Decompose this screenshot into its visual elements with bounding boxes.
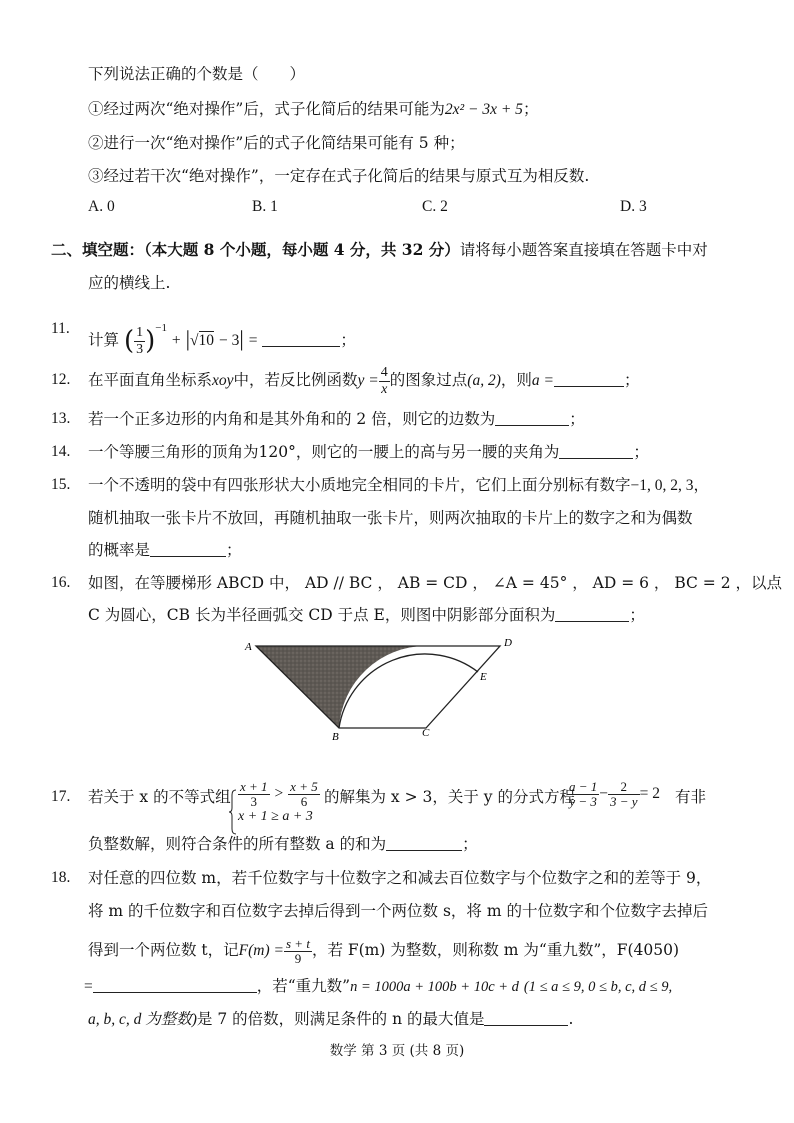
- q18-number: 18.: [51, 869, 71, 886]
- q12-body: 在平面直角坐标系xoy中，若反比例函数y = $\frac{4}{x}$ 的图象过点(a, 2)，则a = ；: [88, 364, 640, 397]
- system-brace: [229, 789, 237, 835]
- question-intro: 下列说法正确的个数是（ ）: [88, 65, 306, 83]
- q17-line-2: 负整数解，则符合条件的所有整数 a 的和为 ；: [88, 835, 478, 853]
- q18-line-3: 得到一个两位数 t，记F(m) = $\frac{s + t}{9}$ ，若 F(m) 为整数，则称数 m 为“重九数”，F(4050): [88, 935, 680, 966]
- q11-body: 计算 ( $\frac{1}{3}$ )$^{-1}$ + |√10 − 3| = ；: [88, 322, 356, 357]
- q15-line-2: 随机抽取一张卡片不放回，再随机抽取一张卡片，则两次抽取的卡片上的数字之和为偶数: [88, 509, 693, 527]
- q12-answer-blank[interactable]: [554, 370, 624, 387]
- q15-number: 15.: [51, 476, 71, 493]
- label-b: B: [332, 731, 339, 743]
- option-c: C. 2: [422, 198, 448, 215]
- q15-line-3: 的概率是 ；: [88, 541, 242, 559]
- q17-number: 17.: [51, 788, 71, 805]
- page-footer: 数学 第 3 页 (共 8 页): [329, 1043, 465, 1059]
- section-heading: 二、填空题：（本大题 8 个小题，每小题 4 分，共 32 分）请将每小题答案直接填在答题卡中对: [51, 240, 708, 259]
- statement-3: ③经过若干次“绝对操作”，一定存在式子化简后的结果与原式互为相反数.: [88, 167, 590, 185]
- q13-body: 若一个正多边形的内角和是其外角和的 2 倍，则它的边数为 ；: [88, 410, 585, 428]
- q17-text-c: 有非: [675, 788, 707, 806]
- q15-answer-blank[interactable]: [150, 540, 226, 557]
- label-a: A: [245, 641, 252, 653]
- label-e: E: [480, 671, 487, 683]
- q16-line-1: 如图，在等腰梯形 ABCD 中， AD // BC ， AB = CD ， ∠A = 45° ， AD = 6 ， BC = 2 ，以点: [88, 574, 783, 592]
- q18-line-1: 对任意的四位数 m，若千位数字与十位数字之和减去百位数字与个位数字之和的差等于 9，: [88, 869, 712, 887]
- q13-number: 13.: [51, 410, 71, 427]
- q18-line-4: = ，若“重九数”n = 1000a + 100b + 10c + d (1 ≤ a ≤ 9, 0 ≤ b, c, d ≤ 9,: [84, 977, 673, 995]
- q16-answer-blank[interactable]: [555, 605, 629, 622]
- q17-inequality-1: $\frac{x + 1}{3}$ > $\frac{x + 5}{6}$: [240, 778, 318, 809]
- q16-number: 16.: [51, 574, 71, 591]
- q14-number: 14.: [51, 443, 71, 460]
- q17-text-a: 若关于 x 的不等式组: [88, 788, 231, 806]
- trapezoid-figure: [240, 632, 520, 744]
- statement-1: ①经过两次“绝对操作”后，式子化简后的结果可能为2x² − 3x + 5；: [88, 100, 539, 118]
- q17-answer-blank[interactable]: [386, 834, 462, 851]
- q14-body: 一个等腰三角形的顶角为120°，则它的一腰上的高与另一腰的夹角为 ；: [88, 443, 649, 461]
- q11-fraction: $\frac{1}{3}$: [136, 324, 144, 357]
- option-d: D. 3: [620, 198, 647, 215]
- q16-line-2: C 为圆心，CB 长为半径画弧交 CD 于点 E，则图中阴影部分面积为 ；: [88, 606, 645, 624]
- q15-line-1: 一个不透明的袋中有四张形状大小质地完全相同的卡片，它们上面分别标有数字−1, 0, 2, 3，: [88, 476, 710, 494]
- q17-equation: $\frac{a - 1}{y - 3}$ − $\frac{2}{3 - y}$ = 2: [569, 778, 660, 809]
- q18-answer-blank-1[interactable]: [93, 976, 257, 993]
- q17-inequality-2: x + 1 ≥ a + 3: [238, 809, 313, 824]
- option-a: A. 0: [88, 198, 115, 215]
- shaded-region: [256, 646, 426, 728]
- q12-number: 12.: [51, 371, 71, 388]
- statement-2: ②进行一次“绝对操作”后的式子化简结果可能有 5 种；: [88, 134, 465, 152]
- label-c: C: [422, 727, 430, 739]
- option-b: B. 1: [252, 198, 278, 215]
- section-instruction: 应的横线上.: [88, 274, 171, 292]
- label-d: D: [504, 637, 512, 649]
- q18-line-2: 将 m 的千位数字和百位数字去掉后得到一个两位数 s，将 m 的十位数字和个位数字去掉后: [88, 902, 708, 920]
- q18-answer-blank-2[interactable]: [484, 1009, 568, 1026]
- q14-answer-blank[interactable]: [559, 442, 633, 459]
- q11-answer-blank[interactable]: [262, 330, 340, 347]
- q17-text-b: 的解集为 x > 3，关于 y 的分式方程: [324, 788, 575, 806]
- q12-fraction: $\frac{4}{x}$: [380, 364, 388, 397]
- q13-answer-blank[interactable]: [495, 409, 569, 426]
- q11-number: 11.: [51, 320, 70, 337]
- statement-1-expression: 2x² − 3x + 5: [444, 101, 523, 118]
- q18-line-5: a, b, c, d 为整数)是 7 的倍数，则满足条件的 n 的最大值是 .: [88, 1010, 574, 1028]
